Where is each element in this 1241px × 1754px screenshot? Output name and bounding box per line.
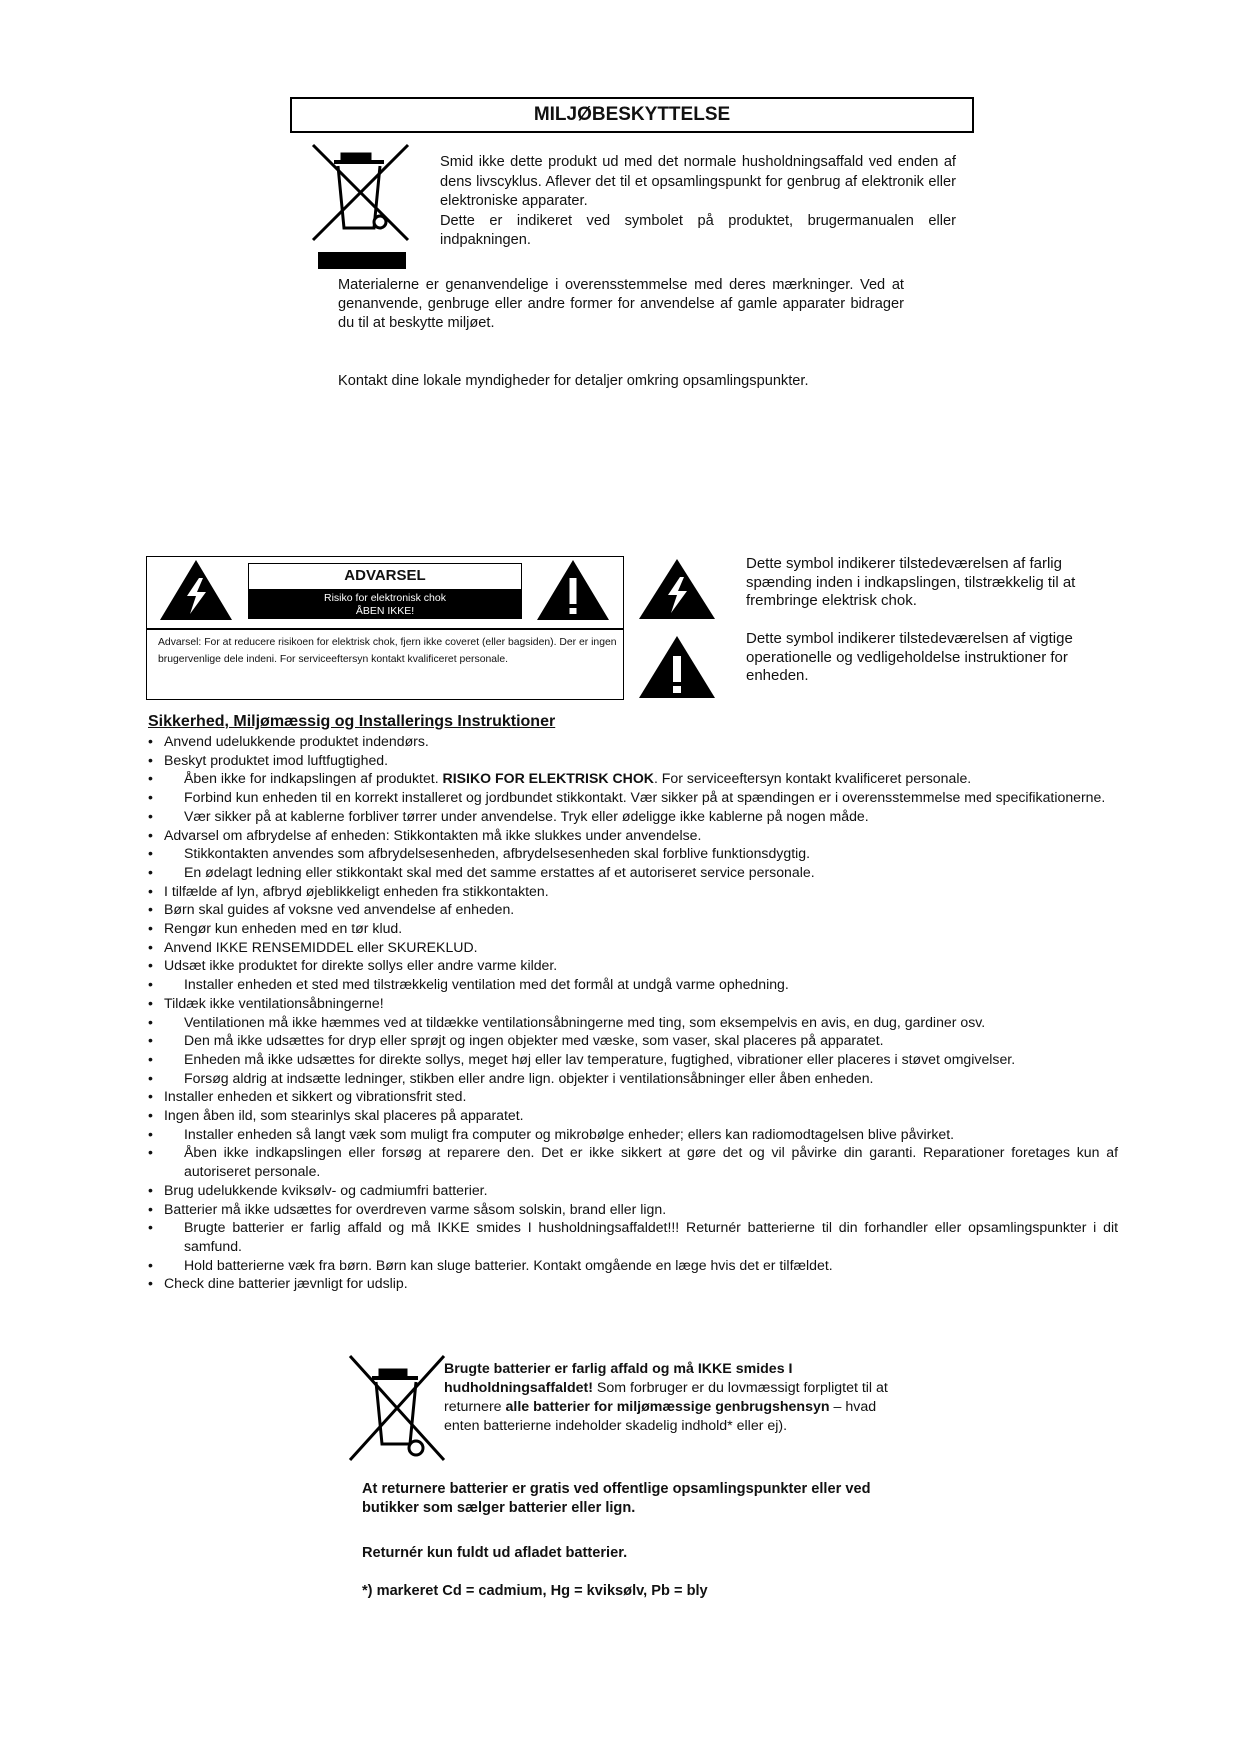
battery-weee-bin-icon	[346, 1352, 450, 1468]
bullet: •	[148, 789, 153, 806]
free-return-text: At returnere batterier er gratis ved offentlige opsamlingspunkter eller ved butikker som sælger batterier eller lign.	[362, 1481, 871, 1516]
safety-list	[148, 732, 1118, 1293]
list-item: • Børn skal guides af voksne ved anvendelse af enheden.	[148, 901, 515, 918]
bullet: •	[148, 1219, 153, 1236]
contact-text: Kontakt dine lokale myndigheder for detaljer omkring opsamlingspunkter.	[338, 373, 809, 389]
exclamation-symbol-icon	[637, 634, 717, 700]
bullet: •	[148, 882, 153, 899]
list-item: • Stikkontakten anvendes som afbrydelsesenheden, afbrydelsesenheden skal forblive funktionsdygtig.	[148, 845, 810, 862]
environment-title: MILJØBESKYTTELSE	[290, 97, 974, 133]
bullet: •	[148, 1088, 153, 1105]
bullet: •	[148, 957, 153, 974]
footnote-text: *) markeret Cd = cadmium, Hg = kviksølv, Pb = bly	[362, 1583, 708, 1599]
bullet: •	[148, 1181, 153, 1198]
bullet: •	[148, 1013, 153, 1030]
list-item: • Installer enheden et sted med tilstrækkelig ventilation med det formål at undgå varme ophedning.	[148, 976, 789, 993]
bullet: •	[148, 1275, 153, 1292]
bullet: •	[148, 826, 153, 843]
lightning-symbol-icon	[637, 557, 717, 621]
list-item: • Åben ikke for indkapslingen af produktet. RISIKO FOR ELEKTRISK CHOK. For serviceeftersyn kontakt kvalificeret personale.	[148, 770, 972, 787]
list-item: • Åben ikke indkapslingen eller forsøg at reparere den. Det er ikke sikkert at gøre det og vil påvirke din garanti. Reparationer foretages kun af autoriseret personale.	[148, 1144, 1118, 1180]
advarsel-heading: ADVARSEL	[248, 563, 522, 590]
list-item: • Rengør kun enheden med en tør klud.	[148, 920, 403, 937]
list-item: • Anvend udelukkende produktet indendørs.	[148, 733, 429, 749]
list-item: • I tilfælde af lyn, afbryd øjeblikkeligt enheden fra stikkontakten.	[148, 882, 549, 899]
bullet: •	[148, 863, 153, 880]
list-item: • Vær sikker på at kablerne forbliver tørrer under anvendelse. Tryk eller ødeligge ikke kablerne på nogen måde.	[148, 807, 869, 824]
list-item: • Ingen åben ild, som stearinlys skal placeres på apparatet.	[148, 1107, 524, 1124]
bullet: •	[148, 770, 153, 787]
list-item: • Forsøg aldrig at indsætte ledninger, stikben eller andre lign. objekter i ventilationsåbninger eller åben enheden.	[148, 1069, 874, 1086]
bullet: •	[148, 1050, 153, 1067]
bullet: •	[148, 994, 153, 1011]
bullet: •	[148, 1256, 153, 1273]
bullet: •	[148, 751, 153, 768]
safety-heading: Sikkerhed, Miljømæssig og Installerings Instruktioner	[148, 713, 556, 730]
weee-marking-bar	[318, 252, 406, 269]
only-empty-text: Returnér kun fuldt ud afladet batterier.	[362, 1545, 628, 1561]
list-item: • Check dine batterier jævnligt for udslip.	[148, 1275, 408, 1292]
list-item: • Brug udelukkende kviksølv- og cadmiumfri batterier.	[148, 1181, 488, 1198]
bullet: •	[148, 1107, 153, 1124]
bullet: •	[148, 938, 153, 955]
weee-bin-icon	[308, 140, 418, 252]
materials-text	[338, 276, 904, 333]
warning-label-note: Advarsel: For at reducere risikoen for elektrisk chok, fjern ikke coveret (eller bagsiden). Der er ingen brugervenlige dele indeni. For serviceeftersyn kontakt kvalificeret personale.	[158, 637, 617, 665]
list-item: • Forbind kun enheden til en korrekt installeret og jordbundet stikkontakt. Vær sikker på at spændingen er i overensstemmelse med specifikationerne.	[148, 789, 1106, 806]
bullet: •	[148, 1032, 153, 1049]
list-item: • Installer enheden et sikkert og vibrationsfrit sted.	[148, 1088, 467, 1105]
bullet: •	[148, 901, 153, 918]
list-item: • Anvend IKKE RENSEMIDDEL eller SKUREKLUD.	[148, 938, 478, 955]
exclamation-warning-icon	[535, 558, 611, 622]
list-item: • Tildæk ikke ventilationsåbningerne!	[148, 994, 384, 1011]
environment-para1: Smid ikke dette produkt ud med det normale husholdningsaffald ved enden af dens livscyklus. Aflever det til et opsamlingspunkt for genbrug af elektronik eller elektroniske apparater.	[440, 154, 956, 209]
bullet: •	[148, 1069, 153, 1086]
list-item: • Installer enheden så langt væk som muligt fra computer og mikrobølge enheder; ellers kan radiomodtagelsen blive påvirket.	[148, 1125, 955, 1142]
advarsel-sub-line1: Risiko for elektronisk chok	[324, 592, 446, 604]
list-item: • Enheden må ikke udsættes for direkte sollys, meget høj eller lav temperature, fugtighed, vibrationer eller placeres i støvet omgivelser.	[148, 1050, 1016, 1067]
bullet: •	[148, 920, 153, 937]
lightning-symbol-text: Dette symbol indikerer tilstedeværelsen af farlig spænding inden i indkapslingen, tilstrækkelig til at frembringe elektrisk chok.	[746, 555, 1076, 609]
bullet: •	[148, 845, 153, 862]
bullet: •	[148, 1125, 153, 1142]
bullet: •	[148, 976, 153, 993]
advarsel-subtitle	[248, 590, 522, 619]
battery-text: Brugte batterier er farlig affald og må IKKE smides I hudholdningsaffaldet! Som forbruger er du lovmæssigt forpligtet til at returnere alle batterier for miljømæssige genbrugshensyn – hvad enten batterierne indeholder skadelig indhold* eller ej).	[444, 1361, 888, 1434]
list-item: • Batterier må ikke udsættes for overdreven varme såsom solskin, brand eller lign.	[148, 1200, 667, 1217]
list-item: • Hold batterierne væk fra børn. Børn kan sluge batterier. Kontakt omgående en læge hvis det er tilfældet.	[148, 1256, 833, 1273]
bullet: •	[148, 1200, 153, 1217]
list-item: • Brugte batterier er farlig affald og må IKKE smides I husholdningsaffaldet!!! Returnér batterierne til din forhandler eller opsamlingspunkter i dit samfund.	[148, 1219, 1118, 1254]
exclamation-symbol-text: Dette symbol indikerer tilstedeværelsen af vigtige operationelle og vedligeholdelse instruktioner for enheden.	[746, 630, 1073, 684]
materials-para: Materialerne er genanvendelige i overensstemmelse med deres mærkninger. Ved at genanvende, genbruge eller andre former for anvendelse af gamle apparater bidrager du til at beskytte miljøet.	[338, 277, 904, 331]
list-item: • Beskyt produktet imod luftfugtighed.	[148, 751, 389, 768]
environment-text	[440, 153, 956, 251]
warning-label-divider	[146, 628, 624, 630]
lightning-warning-icon	[158, 558, 234, 622]
bullet: •	[148, 1144, 153, 1161]
bullet: •	[148, 733, 153, 749]
advarsel-sub-line2: ÅBEN IKKE!	[355, 605, 415, 617]
list-item: • En ødelagt ledning eller stikkontakt skal med det samme erstattes af et autoriseret service personale.	[148, 863, 815, 880]
environment-para2: Dette er indikeret ved symbolet på produktet, brugermanualen eller indpakningen.	[440, 212, 956, 248]
list-item: • Den må ikke udsættes for dryp eller sprøjt og ingen objekter med væske, som vaser, skal placeres på apparatet.	[148, 1032, 884, 1049]
list-item: • Ventilationen må ikke hæmmes ved at tildække ventilationsåbningerne med ting, som eksempelvis en avis, en dug, gardiner osv.	[148, 1013, 986, 1030]
list-item: • Udsæt ikke produktet for direkte sollys eller andre varme kilder.	[148, 957, 558, 974]
list-item: • Advarsel om afbrydelse af enheden: Stikkontakten må ikke slukkes under anvendelse.	[148, 826, 702, 843]
bullet: •	[148, 807, 153, 824]
